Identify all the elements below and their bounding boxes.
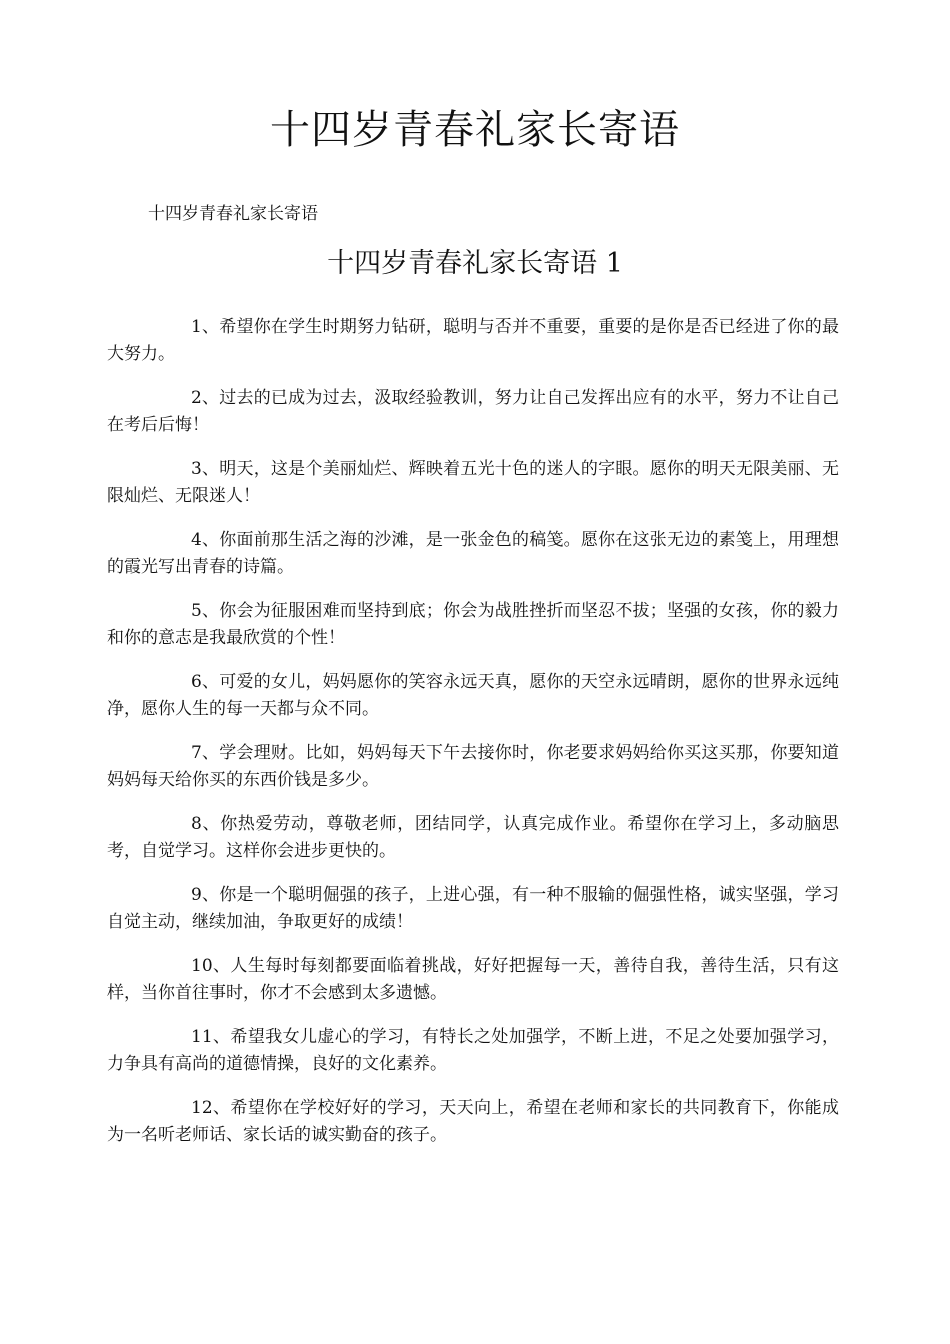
section-heading: 十四岁青春礼家长寄语 1	[327, 248, 623, 279]
list-item: 1、希望你在学生时期努力钻研，聪明与否并不重要，重要的是你是否已经进了你的最大努力。	[107, 317, 839, 364]
list-item: 7、学会理财。比如，妈妈每天下午去接你时，你老要求妈妈给你买这买那，你要知道妈妈每天给你买的东西价钱是多少。	[107, 743, 839, 790]
list-item: 2、过去的已成为过去，汲取经验教训，努力让自己发挥出应有的水平，努力不让自己在考后后悔！	[107, 388, 839, 435]
list-item: 8、你热爱劳动，尊敬老师，团结同学，认真完成作业。希望你在学习上，多动脑思考，自觉学习。这样你会进步更快的。	[107, 814, 839, 861]
page-title: 十四岁青春礼家长寄语	[270, 107, 680, 153]
list-item: 6、可爱的女儿，妈妈愿你的笑容永远天真，愿你的天空永远晴朗，愿你的世界永远纯净，愿你人生的每一天都与众不同。	[107, 672, 839, 719]
list-item: 4、你面前那生活之海的沙滩，是一张金色的稿笺。愿你在这张无边的素笺上，用理想的霞光写出青春的诗篇。	[107, 530, 839, 577]
list-item: 10、人生每时每刻都要面临着挑战，好好把握每一天，善待自我，善待生活，只有这样，当你首往事时，你才不会感到太多遗憾。	[107, 956, 839, 1003]
subtitle: 十四岁青春礼家长寄语	[148, 204, 318, 224]
list-item: 12、希望你在学校好好的学习，天天向上，希望在老师和家长的共同教育下，你能成为一名听老师话、家长话的诚实勤奋的孩子。	[107, 1098, 839, 1145]
list-item: 11、希望我女儿虚心的学习，有特长之处加强学，不断上进，不足之处要加强学习，力争具有高尚的道德情操，良好的文化素养。	[107, 1027, 839, 1074]
list-item: 3、明天，这是个美丽灿烂、辉映着五光十色的迷人的字眼。愿你的明天无限美丽、无限灿烂、无限迷人！	[107, 459, 839, 506]
list-item: 5、你会为征服困难而坚持到底；你会为战胜挫折而坚忍不拔；坚强的女孩，你的毅力和你的意志是我最欣赏的个性！	[107, 601, 839, 648]
list-item: 9、你是一个聪明倔强的孩子，上进心强，有一种不服输的倔强性格，诚实坚强，学习自觉主动，继续加油，争取更好的成绩！	[107, 885, 839, 932]
message-list	[107, 314, 839, 1166]
